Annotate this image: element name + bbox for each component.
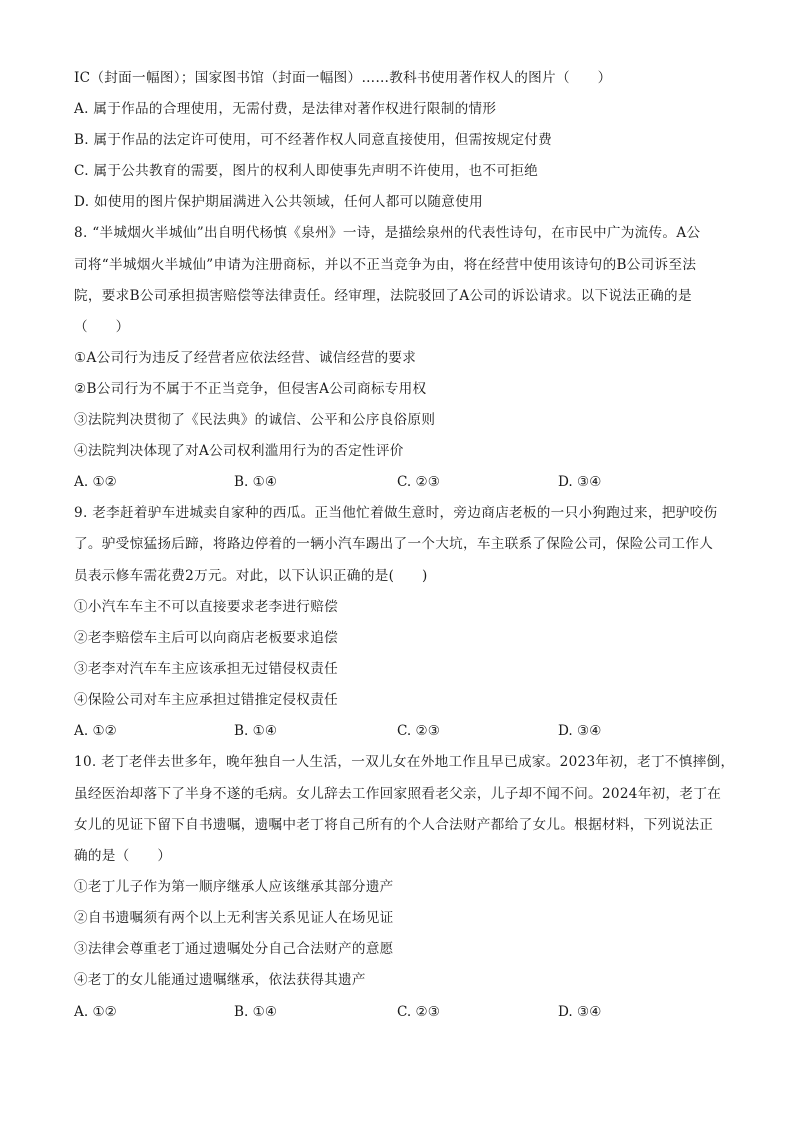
- question-10-choice-c: C. ②③: [397, 1004, 440, 1020]
- question-9-statement-3: ③老李对汽车车主应该承担无过错侵权责任: [74, 661, 338, 677]
- question-7-option-b: B. 属于作品的法定许可使用，可不经著作权人同意直接使用，但需按规定付费: [74, 132, 553, 148]
- question-8-statement-2: ②B公司行为不属于不正当竞争，但侵害A公司商标专用权: [74, 381, 427, 397]
- question-9-statement-2: ②老李赔偿车主后可以向商店老板要求追偿: [74, 630, 338, 646]
- question-9-line-2: 了。驴受惊猛扬后蹄，将路边停着的一辆小汽车踢出了一个大坑，车主联系了保险公司，保险公司工作人: [74, 536, 714, 552]
- question-10-choice-b: B. ①④: [234, 1004, 278, 1020]
- question-9-choice-a: A. ①②: [74, 723, 117, 739]
- question-10-statement-1: ①老丁儿子作为第一顺序继承人应该继承其部分遗产: [74, 879, 394, 895]
- question-9-choice-b: B. ①④: [234, 723, 278, 739]
- question-8-line-4: （ ）: [74, 319, 130, 335]
- question-8-statement-3: ③法院判决贯彻了《民法典》的诚信、公平和公序良俗原则: [74, 412, 436, 428]
- question-9-choice-d: D. ③④: [558, 723, 602, 739]
- question-7-option-a: A. 属于作品的合理使用，无需付费，是法律对著作权进行限制的情形: [74, 101, 497, 117]
- question-10-line-2: 虽经医治却落下了半身不遂的毛病。女儿辞去工作回家照看老父亲，儿子却不闻不问。2024年初，老丁在: [74, 786, 722, 802]
- question-10-statement-2: ②自书遗嘱须有两个以上无利害关系见证人在场见证: [74, 910, 394, 926]
- question-7-option-c: C. 属于公共教育的需要，图片的权利人即使事先声明不许使用，也不可拒绝: [74, 163, 539, 179]
- question-9-line-1: 9. 老李赶着驴车进城卖自家种的西瓜。正当他忙着做生意时，旁边商店老板的一只小狗跑过来，把驴咬伤: [74, 505, 718, 521]
- question-10-line-1: 10. 老丁老伴去世多年，晚年独自一人生活，一双儿女在外地工作且早已成家。2023年初，老丁不慎摔倒，: [74, 754, 735, 770]
- question-8-choice-c: C. ②③: [397, 474, 440, 490]
- question-10-statement-4: ④老丁的女儿能通过遗嘱继承，依法获得其遗产: [74, 972, 366, 988]
- question-10-line-3: 女儿的见证下留下自书遗嘱，遗嘱中老丁将自己所有的个人合法财产都给了女儿。根据材料，下列说法正: [74, 817, 714, 833]
- question-10-choice-a: A. ①②: [74, 1004, 117, 1020]
- question-9-choice-c: C. ②③: [397, 723, 440, 739]
- question-10-choice-d: D. ③④: [558, 1004, 602, 1020]
- question-8-line-3: 院，要求B公司承担损害赔偿等法律责任。经审理，法院驳回了A公司的诉讼请求。以下说法正确的是: [74, 288, 692, 304]
- question-9-statement-4: ④保险公司对车主应承担过错推定侵权责任: [74, 692, 338, 708]
- question-8-choice-a: A. ①②: [74, 474, 117, 490]
- question-10-statement-3: ③法律会尊重老丁通过遗嘱处分自己合法财产的意愿: [74, 941, 394, 957]
- question-9-statement-1: ①小汽车车主不可以直接要求老李进行赔偿: [74, 599, 338, 615]
- question-8-line-2: 司将“半城烟火半城仙”申请为注册商标，并以不正当竞争为由，将在经营中使用该诗句的B公司诉至法: [74, 257, 697, 273]
- question-10-line-4: 确的是（ ）: [74, 848, 172, 864]
- question-8-line-1: 8. “半城烟火半城仙”出自明代杨慎《泉州》一诗，是描绘泉州的代表性诗句，在市民中广为流传。A公: [74, 225, 701, 241]
- question-8-choice-d: D. ③④: [558, 474, 602, 490]
- question-8-choice-b: B. ①④: [234, 474, 278, 490]
- question-8-statement-4: ④法院判决体现了对A公司权利滥用行为的否定性评价: [74, 443, 404, 459]
- question-7-stem: IC（封面一幅图）；国家图书馆（封面一幅图）……教科书使用著作权人的图片（ ）: [74, 70, 612, 86]
- question-7-option-d: D. 如使用的图片保护期届满进入公共领域，任何人都可以随意使用: [74, 194, 483, 210]
- question-8-statement-1: ①A公司行为违反了经营者应依法经营、诚信经营的要求: [74, 350, 417, 366]
- question-9-line-3: 员表示修车需花费2万元。对此，以下认识正确的是( ): [74, 568, 428, 584]
